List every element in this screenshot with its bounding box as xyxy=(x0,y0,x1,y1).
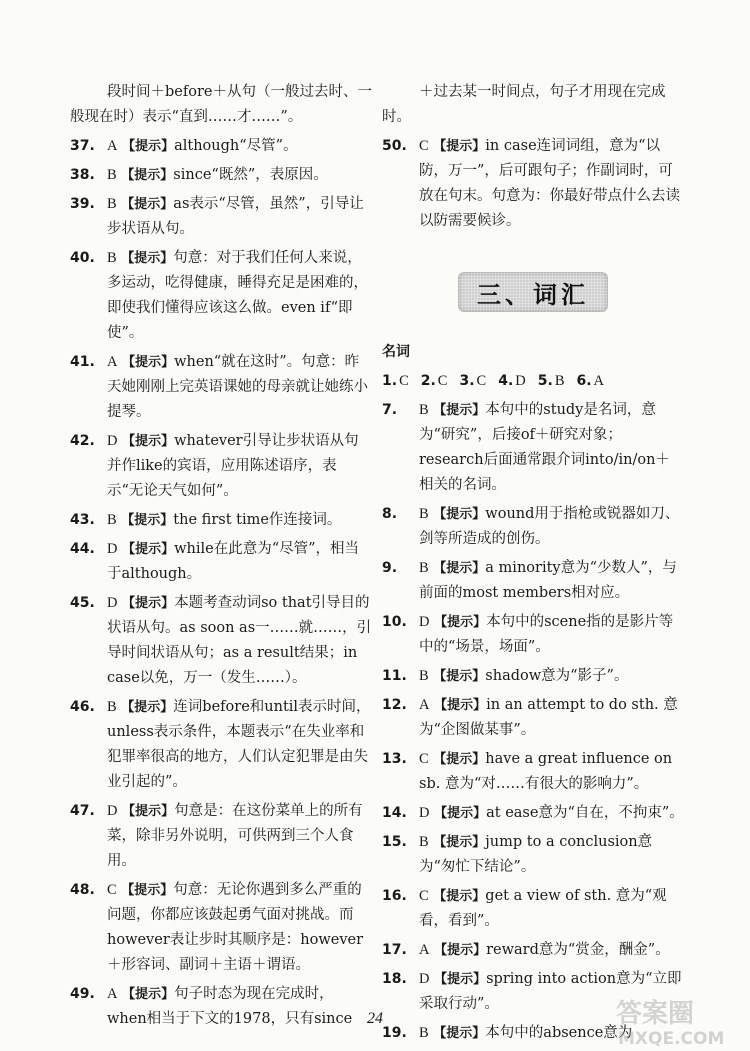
item-number: 42. xyxy=(70,433,95,449)
item-number: 45. xyxy=(70,595,95,611)
answer-item xyxy=(382,830,684,880)
answer-letter: A xyxy=(593,373,605,389)
tip-label: 【提示】 xyxy=(121,251,174,266)
item-number: 15. xyxy=(382,834,407,850)
answer-letter: D xyxy=(107,803,118,819)
answer-letter: B xyxy=(107,699,117,715)
tip-label: 【提示】 xyxy=(434,806,487,821)
watermark-logo xyxy=(612,992,744,1048)
item-number: 39. xyxy=(70,196,95,212)
answer-item xyxy=(70,246,372,346)
tip-label: 【提示】 xyxy=(122,542,175,557)
tip-label: 【提示】 xyxy=(434,943,487,958)
answer-item xyxy=(70,695,372,795)
answer-letter: C xyxy=(419,138,429,154)
answer-item xyxy=(382,801,684,826)
tip-text: a minority意为“少数人”，与前面的most members相对应。 xyxy=(419,560,677,601)
item-number: 12. xyxy=(382,697,407,713)
item-number: 41. xyxy=(70,354,95,370)
tip-label: 【提示】 xyxy=(433,752,486,767)
tip-text: 句子时态为现在完成时，when相当于下文的1978，只有since xyxy=(107,986,353,1027)
tip-label: 【提示】 xyxy=(121,513,174,528)
answer-item xyxy=(70,537,372,587)
tip-label: 【提示】 xyxy=(434,972,487,987)
answer-letter: C xyxy=(107,882,117,898)
item-number: 44. xyxy=(70,541,95,557)
right-answer-list xyxy=(382,398,684,1046)
item-number: 37. xyxy=(70,138,95,154)
tip-label: 【提示】 xyxy=(122,355,175,370)
item-number: 13. xyxy=(382,751,407,767)
item-number: 4. xyxy=(498,373,514,389)
item-number: 50. xyxy=(382,138,407,154)
item-number: 17. xyxy=(382,942,407,958)
answer-letter: B xyxy=(419,834,429,850)
answer-letter: B xyxy=(107,167,117,183)
answer-item xyxy=(382,938,684,963)
tip-text: get a view of sth. 意为“观看，看到”。 xyxy=(419,888,667,929)
tip-label: 【提示】 xyxy=(434,615,487,630)
tip-text: whatever引导让步状语从句并作like的宾语，应用陈述语序，表示“无论天气如何”。 xyxy=(107,433,359,499)
answer-letter: C xyxy=(419,888,429,904)
item-number: 38. xyxy=(70,167,95,183)
tip-text: while在此意为“尽管”，相当于although。 xyxy=(107,541,360,582)
tip-text: in case连词词组，意为“以防，万一”，后可跟句子；作副词时，可放在句末。句意为：你最好带点什么去读以防需要候诊。 xyxy=(419,138,680,229)
watermark-line2: MXQE.COM xyxy=(618,1029,725,1048)
tip-text: 本句中的absence意为 xyxy=(485,1025,633,1041)
item-number: 16. xyxy=(382,888,407,904)
item-number: 18. xyxy=(382,971,407,987)
tip-label: 【提示】 xyxy=(121,700,174,715)
item-number: 10. xyxy=(382,614,407,630)
answer-letter: D xyxy=(107,433,118,449)
answer-item xyxy=(382,134,684,234)
tip-label: 【提示】 xyxy=(433,1026,486,1041)
tip-text: wound用于指枪或锐器如刀、剑等所造成的创伤。 xyxy=(419,506,680,547)
item-number: 3. xyxy=(459,373,475,389)
item-number: 40. xyxy=(70,250,95,266)
answer-item xyxy=(70,508,372,533)
answer-letter: B xyxy=(107,250,117,266)
tip-label: 【提示】 xyxy=(434,698,487,713)
answer-letter: C xyxy=(476,373,487,389)
tip-text: the first time作连接词。 xyxy=(173,512,342,528)
tip-label: 【提示】 xyxy=(122,596,175,611)
answer-letter: B xyxy=(419,506,429,522)
right-answer-list-top xyxy=(382,134,684,234)
right-column xyxy=(382,80,684,1050)
answer-item xyxy=(70,350,372,425)
section-title: 三、词汇 xyxy=(477,280,589,309)
item-number: 49. xyxy=(70,986,95,1002)
answer-item xyxy=(382,693,684,743)
answer-item xyxy=(382,556,684,606)
tip-label: 【提示】 xyxy=(121,168,174,183)
item-number: 48. xyxy=(70,882,95,898)
tip-text: 本句中的scene指的是影片等中的“场景，场面”。 xyxy=(419,614,674,655)
item-number: 6. xyxy=(576,373,592,389)
answer-letter: D xyxy=(419,805,430,821)
tip-text: jump to a conclusion意为“匆忙下结论”。 xyxy=(419,834,653,875)
tip-label: 【提示】 xyxy=(433,507,486,522)
tip-text: although“尽管”。 xyxy=(174,138,298,154)
tip-label: 【提示】 xyxy=(122,139,175,154)
answer-letter: A xyxy=(107,354,118,370)
answer-item xyxy=(70,878,372,978)
tip-label: 【提示】 xyxy=(122,804,175,819)
answer-item xyxy=(70,192,372,242)
answer-letter: B xyxy=(419,668,429,684)
answer-item xyxy=(70,799,372,874)
answer-item xyxy=(70,134,372,159)
tip-text: shadow意为“影子”。 xyxy=(485,668,629,684)
tip-text: 句意：对于我们任何人来说，多运动，吃得健康，睡得充足是困难的，即使我们懂得应该这么做。even if“即使”。 xyxy=(107,250,368,341)
tip-label: 【提示】 xyxy=(122,434,175,449)
tip-label: 【提示】 xyxy=(433,403,486,418)
answer-letter: A xyxy=(107,138,118,154)
tip-label: 【提示】 xyxy=(121,197,174,212)
answer-item xyxy=(382,664,684,689)
tip-label: 【提示】 xyxy=(433,669,486,684)
tip-text: spring into action意为“立即采取行动”。 xyxy=(419,971,682,1012)
tip-text: at ease意为“自在，不拘束”。 xyxy=(486,805,684,821)
tip-label: 【提示】 xyxy=(122,987,175,1002)
section-banner xyxy=(458,272,608,312)
answer-item xyxy=(382,610,684,660)
answer-letter: D xyxy=(107,595,118,611)
answer-letter: D xyxy=(107,541,118,557)
tip-text: 本句中的study是名词，意为“研究”，后接of＋研究对象；research后面通常跟介词into/in/on＋相关的名词。 xyxy=(419,402,670,493)
item-number: 8. xyxy=(382,506,398,522)
sub-heading: 名词 xyxy=(382,344,410,360)
tip-text: 连词before和until表示时间，unless表示条件，本题表示“在失业率和犯罪率很高的地方，人们认定犯罪是由失业引起的”。 xyxy=(107,699,371,790)
tip-text: since“既然”，表原因。 xyxy=(173,167,328,183)
answer-letter: B xyxy=(107,512,117,528)
answer-item xyxy=(382,398,684,498)
tip-label: 【提示】 xyxy=(433,139,486,154)
item-number: 7. xyxy=(382,402,398,418)
tip-label: 【提示】 xyxy=(433,889,486,904)
item-number: 14. xyxy=(382,805,407,821)
tip-text: reward意为“赏金，酬金”。 xyxy=(486,942,670,958)
answer-letter: D xyxy=(419,614,430,630)
answer-item xyxy=(70,429,372,504)
answer-item xyxy=(70,591,372,691)
answer-item xyxy=(382,884,684,934)
answer-letter: C xyxy=(399,373,409,389)
item-number: 19. xyxy=(382,1025,407,1041)
answer-letter: A xyxy=(419,697,430,713)
item-number: 11. xyxy=(382,668,407,684)
tip-text: as表示“尽管，虽然”，引导让步状语从句。 xyxy=(107,196,364,237)
tip-label: 【提示】 xyxy=(121,883,174,898)
answer-letter: B xyxy=(419,560,429,576)
continuation-text: 段时间＋before＋从句（一般过去时、一般现在时）表示“直到……才……”。 xyxy=(70,84,372,125)
answer-letter: D xyxy=(419,971,430,987)
answer-letter: B xyxy=(554,373,565,389)
tip-text: 句意是：在这份菜单上的所有菜，除非另外说明，可供两到三个人食用。 xyxy=(107,803,363,869)
continuation-text: ＋过去某一时间点，句子才用现在完成时。 xyxy=(382,84,666,125)
answer-item xyxy=(382,502,684,552)
answer-item xyxy=(382,747,684,797)
tip-text: 句意：无论你遇到多么严重的问题，你都应该鼓起勇气面对挑战。而however表让步时其顺序是：however＋形容词、副词＋主语＋谓语。 xyxy=(107,882,364,973)
answer-letter: B xyxy=(419,1025,429,1041)
answer-item xyxy=(70,163,372,188)
item-number: 5. xyxy=(537,373,553,389)
answer-letter: C xyxy=(437,373,448,389)
tip-text: in an attempt to do sth. 意为“企图做某事”。 xyxy=(419,697,678,738)
item-number: 1. xyxy=(382,373,398,389)
answer-letter: B xyxy=(419,402,429,418)
item-number: 9. xyxy=(382,560,398,576)
answer-letter: D xyxy=(515,373,526,389)
answer-letter: A xyxy=(419,942,430,958)
left-answer-list xyxy=(70,134,372,1032)
tip-text: 本题考查动词so that引导目的状语从句。as soon as一……就……，引导时间状语从句；as a result结果；in case以免，万一（发生……）。 xyxy=(107,595,372,686)
tip-text: when“就在这时”。句意：昨天她刚刚上完英语课她的母亲就让她练小提琴。 xyxy=(107,354,368,420)
answer-letter: C xyxy=(419,751,429,767)
item-number: 46. xyxy=(70,699,95,715)
tip-label: 【提示】 xyxy=(433,835,486,850)
tip-text: have a great influence on sb. 意为“对……有很大的影响力”。 xyxy=(419,751,673,792)
tip-label: 【提示】 xyxy=(433,561,486,576)
left-column xyxy=(70,80,372,1036)
answer-letter: A xyxy=(107,986,118,1002)
item-number: 47. xyxy=(70,803,95,819)
answer-letter: B xyxy=(107,196,117,212)
item-number: 2. xyxy=(420,373,436,389)
page-number: 24 xyxy=(367,1010,383,1027)
watermark-line1: 答案圈 xyxy=(616,999,695,1029)
multiple-choice-row xyxy=(382,369,684,394)
item-number: 43. xyxy=(70,512,95,528)
